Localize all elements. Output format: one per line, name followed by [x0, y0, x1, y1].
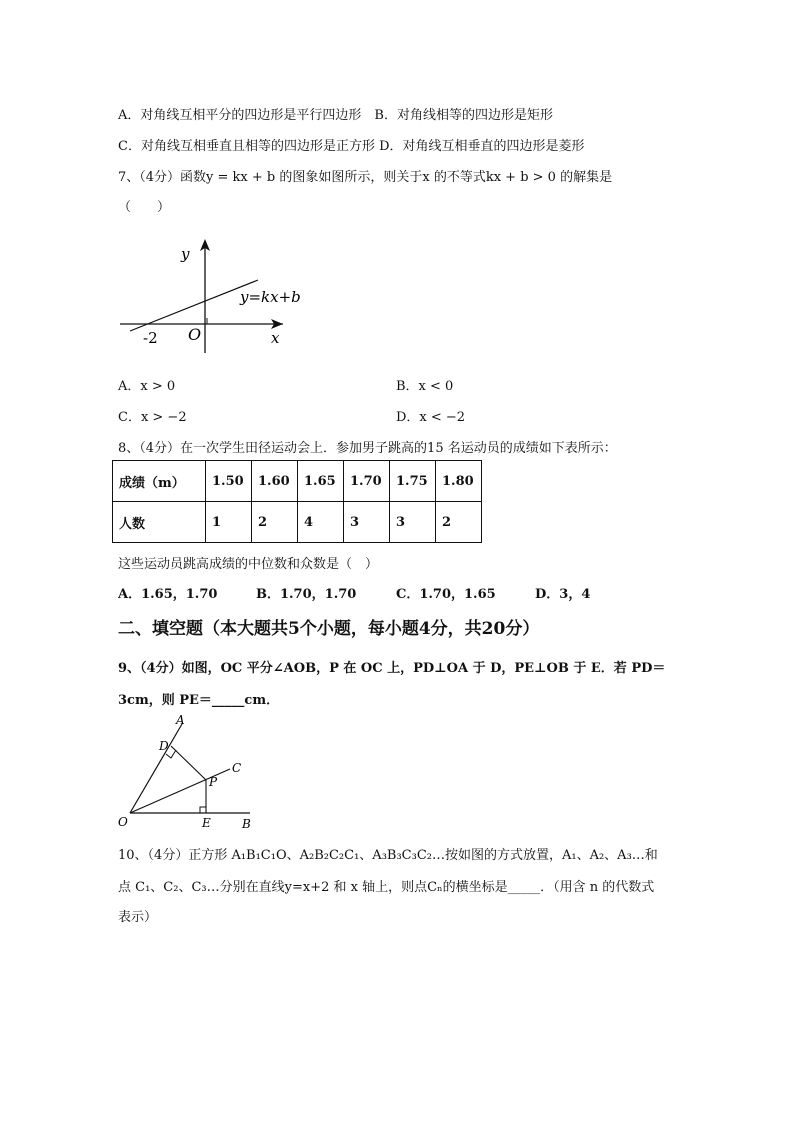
table-cell: 1.50 [206, 461, 252, 502]
q6-option-ab: A．对角线互相平分的四边形是平行四边形 B．对角线相等的四边形是矩形 [118, 108, 553, 123]
q7-option-c: C．x > −2 [118, 410, 187, 425]
table-cell: 3 [390, 502, 436, 543]
table-cell: 人数 [113, 502, 206, 543]
label-b: B [242, 817, 251, 831]
q8-option-b: B．1.70，1.70 [256, 587, 357, 602]
table-cell: 1.60 [252, 461, 298, 502]
q8-option-a: A．1.65，1.70 [118, 587, 218, 602]
q7-option-b: B．x < 0 [396, 379, 454, 394]
table-cell: 成绩（m） [113, 461, 206, 502]
line-equation-label: y=kx+b [240, 288, 301, 306]
q7-answer-paren: （ ） [118, 200, 171, 215]
table-cell: 1.80 [436, 461, 482, 502]
table-cell: 4 [298, 502, 344, 543]
table-cell: 2 [252, 502, 298, 543]
right-angle-mark-e [200, 807, 206, 813]
q7-option-a: A．x > 0 [118, 379, 176, 394]
label-o: O [118, 815, 128, 829]
q7-graph [115, 235, 301, 360]
y-axis-label: y [181, 245, 190, 263]
q8-stem: 8、（4分）在一次学生田径运动会上．参加男子跳高的15 名运动员的成绩如下表所示： [118, 441, 617, 456]
q8-option-d: D．3，4 [535, 587, 591, 602]
q10-stem-line3: 表示） [118, 910, 158, 925]
q9-figure [112, 712, 262, 832]
q8-score-table [112, 460, 482, 543]
q10-stem-line1: 10、（4分）正方形 A₁B₁C₁O、A₂B₂C₂C₁、A₃B₃C₃C₂…按如图的方式放置，A₁、A₂、A₃…和 [118, 848, 658, 863]
label-p: P [209, 775, 218, 789]
q6-option-cd: C．对角线互相垂直且相等的四边形是正方形 D．对角线互相垂直的四边形是菱形 [118, 139, 585, 154]
table-row [113, 502, 482, 543]
table-cell: 1 [206, 502, 252, 543]
label-a: A [176, 713, 185, 727]
table-cell: 1.65 [298, 461, 344, 502]
table-cell: 1.70 [344, 461, 390, 502]
x-axis-label: x [271, 329, 280, 347]
table-row [113, 461, 482, 502]
label-c: C [232, 761, 242, 775]
section-heading: 二、填空题（本大题共5个小题，每小题4分，共20分） [118, 619, 540, 639]
table-cell: 2 [436, 502, 482, 543]
table-cell: 1.75 [390, 461, 436, 502]
origin-label: O [188, 325, 202, 344]
ray-oa [130, 724, 182, 813]
q7-stem: 7、（4分）函数y = kx + b 的图象如图所示，则关于x 的不等式kx + b > 0 的解集是 [118, 170, 613, 185]
label-d: D [159, 739, 169, 753]
label-e: E [202, 816, 211, 830]
intercept-label: -2 [143, 329, 158, 347]
segment-pd [171, 746, 206, 780]
q7-option-d: D．x < −2 [396, 410, 466, 425]
table-cell: 3 [344, 502, 390, 543]
q9-stem-line2: 3cm，则 PE＝_____cm． [118, 693, 280, 708]
q8-option-c: C．1.70，1.65 [396, 587, 496, 602]
q8-question: 这些运动员跳高成绩的中位数和众数是（ ） [118, 557, 379, 572]
q9-stem-line1: 9、（4分）如图，OC 平分∠AOB，P 在 OC 上，PD⊥OA 于 D，PE⊥OB 于 E．若 PD＝ [118, 661, 666, 676]
q10-stem-line2: 点 C₁、C₂、C₃…分别在直线y=x+2 和 x 轴上，则点Cₙ的横坐标是_____．（用含 n 的代数式 [118, 880, 655, 895]
